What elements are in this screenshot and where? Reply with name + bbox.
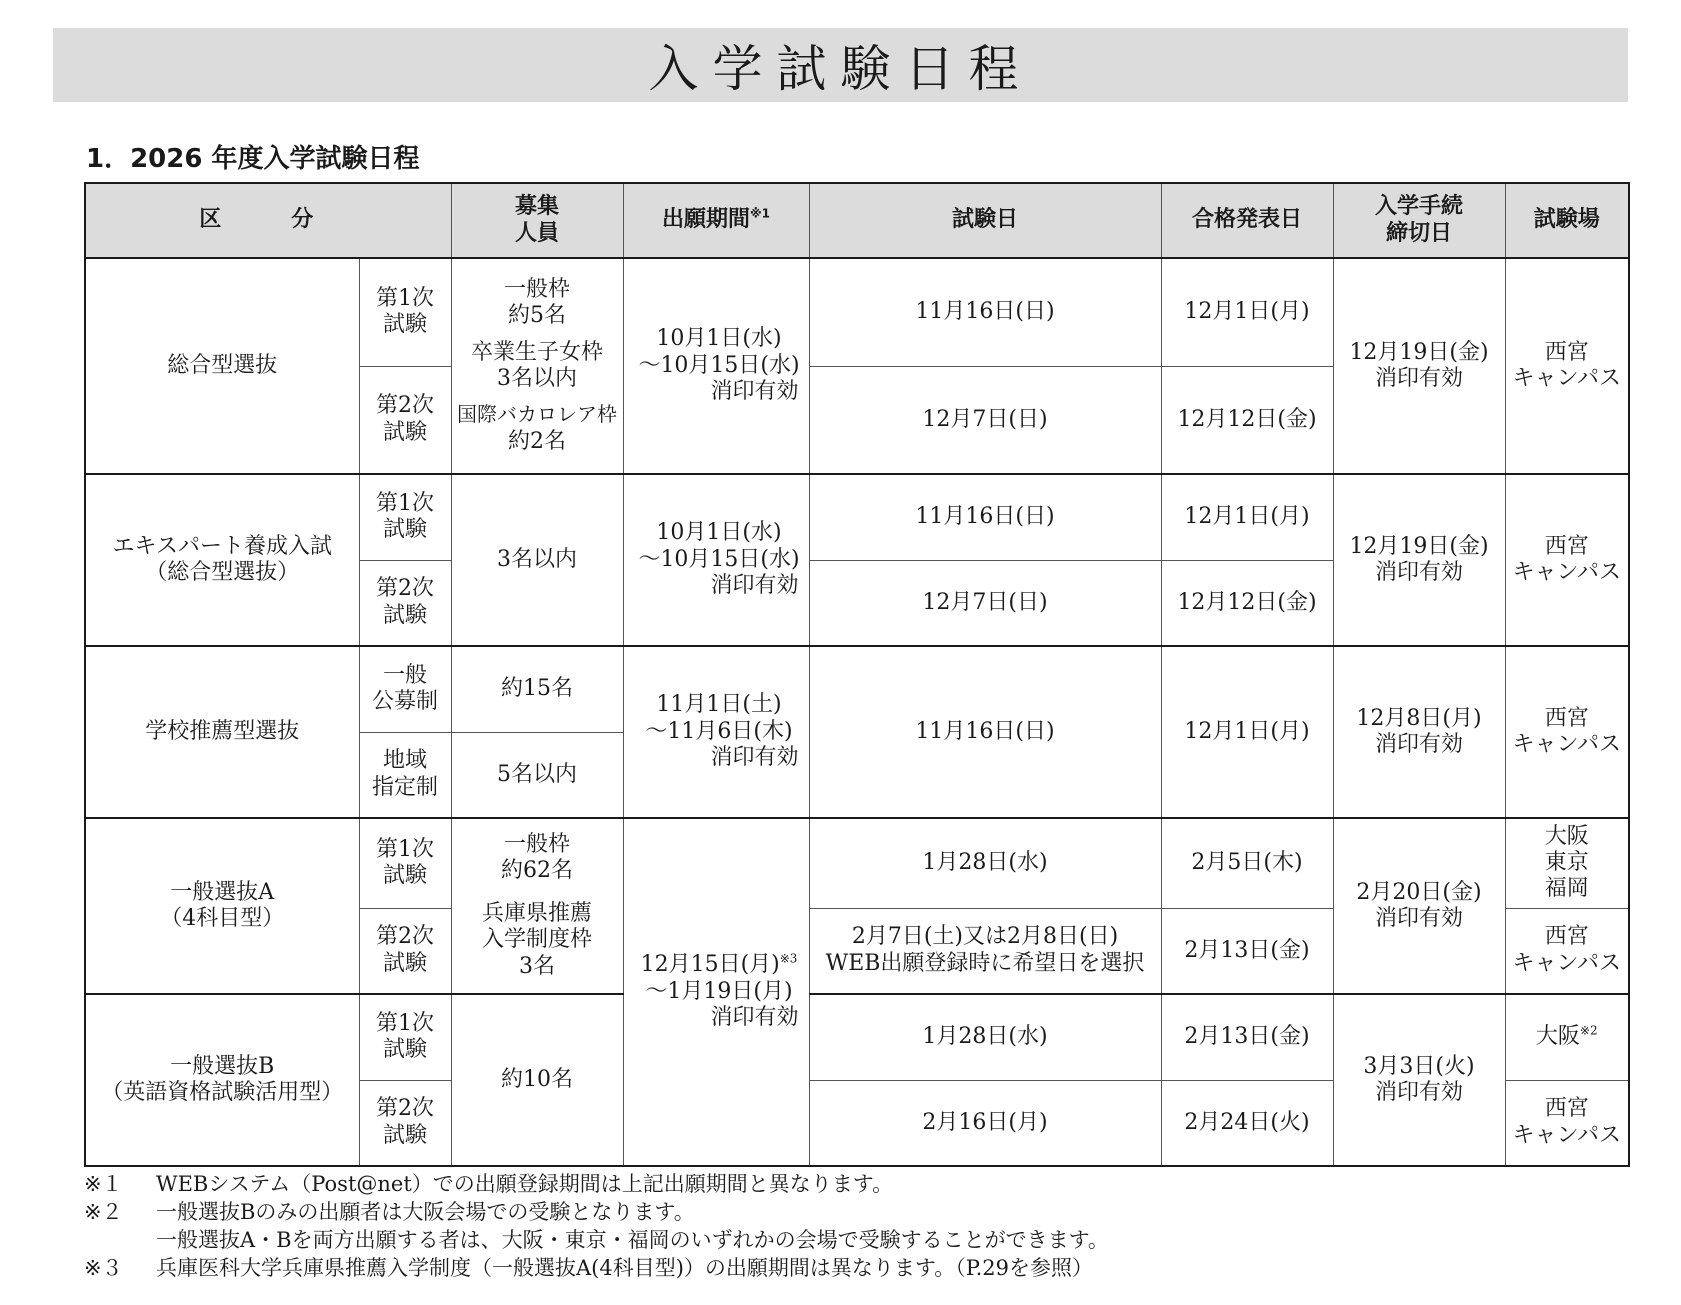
section-heading: 1．2026 年度入学試験日程 — [86, 144, 420, 174]
header-procedure — [1333, 183, 1505, 258]
stage-cell — [359, 560, 451, 646]
stage-cell — [359, 258, 451, 366]
venue-text: キャンパス — [1512, 732, 1621, 757]
exam-date: 1月28日(水) — [809, 994, 1161, 1080]
table-row — [85, 258, 1629, 366]
period-start: 11月1日(土) — [656, 692, 782, 718]
category-text: エキスパート養成入試 — [112, 533, 333, 559]
footnote-mark: ※３ — [84, 1256, 123, 1280]
period-end: ～10月15日(水) — [638, 352, 800, 378]
recruit-text: 約62名 — [501, 858, 574, 884]
deadline-postmark: 消印有効 — [1375, 560, 1464, 585]
recruit-text: 3名以内 — [497, 366, 578, 391]
period-start-line — [632, 952, 807, 978]
exam-date: 2月16日(月) — [809, 1080, 1161, 1166]
table-row — [85, 474, 1629, 560]
period-postmark: 消印有効 — [710, 1005, 799, 1031]
period-start: 10月1日(水) — [656, 326, 782, 352]
period-start: 10月1日(水) — [656, 520, 782, 546]
header-procedure-line2: 締切日 — [1386, 220, 1453, 246]
stage-label: 試験 — [383, 1037, 428, 1063]
period-end: ～11月6日(木) — [645, 718, 793, 744]
stage-label: 第1次 — [376, 1010, 434, 1036]
deadline-postmark: 消印有効 — [1375, 1080, 1464, 1105]
category-text: （英語資格試験活用型） — [101, 1080, 344, 1105]
header-row — [85, 183, 1629, 258]
footnote-3 — [84, 1254, 1624, 1282]
venue-text: 西宮 — [1544, 533, 1589, 559]
exam-date: 11月16日(日) — [809, 646, 1161, 818]
footnote-1 — [84, 1170, 1624, 1198]
stage-label: 第1次 — [376, 285, 434, 311]
stage-cell — [359, 908, 451, 994]
period-postmark: 消印有効 — [710, 573, 799, 599]
stage-label: 指定制 — [372, 774, 439, 800]
exam-date: 11月16日(日) — [809, 258, 1161, 366]
venue-text: 西宮 — [1544, 705, 1589, 731]
recruit-text: 約5名 — [508, 303, 567, 329]
category-expert — [85, 474, 359, 646]
result-date: 12月1日(月) — [1161, 474, 1333, 560]
exam-date-genA-2 — [809, 908, 1161, 994]
header-procedure-line1: 入学手続 — [1375, 194, 1464, 220]
period-school — [623, 646, 809, 818]
category-text: （総合型選抜） — [145, 560, 300, 585]
venue-genA-2 — [1505, 908, 1629, 994]
result-date: 12月12日(金) — [1161, 560, 1333, 646]
header-kubun: 区 分 — [85, 183, 451, 258]
venue-text: キャンパス — [1512, 560, 1621, 585]
recruit-genB: 約10名 — [451, 994, 623, 1166]
exam-date-text: WEB出願登録時に希望日を選択 — [825, 950, 1145, 976]
result-date: 2月5日(木) — [1161, 818, 1333, 908]
deadline-genB — [1333, 994, 1505, 1166]
stage-cell — [359, 366, 451, 474]
footnotes — [84, 1170, 1624, 1282]
category-genB — [85, 994, 359, 1166]
category-text: 一般選抜B — [170, 1053, 275, 1079]
header-period-label: 出願期間 — [662, 207, 751, 233]
period-postmark: 消印有効 — [710, 379, 799, 405]
footnote-mark: ※１ — [84, 1172, 123, 1196]
period-general — [623, 818, 809, 1166]
venue-sogo — [1505, 258, 1629, 474]
stage-label: 第1次 — [376, 836, 434, 862]
header-venue: 試験場 — [1505, 183, 1629, 258]
deadline-postmark: 消印有効 — [1375, 732, 1464, 757]
table-row — [85, 994, 1629, 1080]
stage-label: 試験 — [383, 312, 428, 338]
exam-date-text: 2月7日(土)又は2月8日(日) — [851, 924, 1119, 950]
venue-text: キャンパス — [1512, 366, 1621, 391]
exam-date: 1月28日(水) — [809, 818, 1161, 908]
recruit-text: 兵庫県推薦 — [482, 900, 593, 926]
result-date: 2月13日(金) — [1161, 908, 1333, 994]
recruit-text: 3名 — [519, 953, 556, 979]
recruit-text: 約2名 — [508, 428, 567, 454]
venue-text: 大阪 — [1544, 823, 1589, 849]
stage-cell — [359, 994, 451, 1080]
recruit-text: 国際バカロレア枠 — [457, 402, 618, 427]
venue-text: 西宮 — [1544, 339, 1589, 365]
stage-label: 第2次 — [376, 393, 434, 419]
venue-school — [1505, 646, 1629, 818]
stage-label: 試験 — [383, 517, 428, 543]
stage-label: 試験 — [383, 863, 428, 889]
period-sogo — [623, 258, 809, 474]
venue-text: 福岡 — [1544, 876, 1589, 902]
venue-text: キャンパス — [1512, 1122, 1621, 1148]
stage-cell — [359, 732, 451, 818]
category-genA — [85, 818, 359, 994]
deadline-school — [1333, 646, 1505, 818]
venue-expert — [1505, 474, 1629, 646]
category-text: 一般選抜A — [170, 879, 275, 905]
venue-genA-1 — [1505, 818, 1629, 908]
result-date: 12月12日(金) — [1161, 366, 1333, 474]
period-start: 12月15日(月) — [640, 952, 780, 978]
category-text: （4科目型） — [160, 906, 285, 931]
stage-label: 第1次 — [376, 490, 434, 516]
stage-label: 第2次 — [376, 1096, 434, 1122]
stage-label: 一般 — [383, 662, 428, 688]
stage-cell — [359, 818, 451, 908]
footnote-text: 一般選抜Bのみの出願者は大阪会場での受験となります。 — [156, 1200, 695, 1224]
exam-date: 12月7日(日) — [809, 366, 1161, 474]
footnote-text: WEBシステム（Post@net）での出願登録期間は上記出願期間と異なります。 — [156, 1172, 894, 1196]
stage-cell — [359, 646, 451, 732]
header-exam-day: 試験日 — [809, 183, 1161, 258]
footnote-2-continued: 一般選抜A・Bを両方出願する者は、大阪・東京・福岡のいずれかの会場で受験することができます。 — [156, 1228, 1109, 1252]
stage-label: 試験 — [383, 419, 428, 445]
venue-text: キャンパス — [1512, 950, 1621, 976]
venue-text: 西宮 — [1544, 924, 1589, 950]
header-recruit-line1: 募集 — [515, 194, 560, 220]
stage-label: 試験 — [383, 950, 428, 976]
recruit-sogo — [451, 258, 623, 474]
stage-label: 第2次 — [376, 924, 434, 950]
footnote-text: 兵庫医科大学兵庫県推薦入学制度（一般選抜A(4科目型)）の出願期間は異なります。（P.29を参照） — [156, 1256, 1093, 1280]
recruit-text: 卒業生子女枠 — [471, 339, 604, 365]
period-postmark: 消印有効 — [710, 745, 799, 771]
schedule-table — [84, 182, 1630, 1167]
category-sogo: 総合型選抜 — [85, 258, 359, 474]
deadline-genA — [1333, 818, 1505, 994]
result-date: 2月24日(火) — [1161, 1080, 1333, 1166]
header-recruit-line2: 人員 — [515, 220, 560, 246]
venue-genB-2 — [1505, 1080, 1629, 1166]
venue-text: 西宮 — [1544, 1096, 1589, 1122]
table-row — [85, 818, 1629, 908]
recruit-text: 一般枠 — [504, 832, 571, 858]
recruit-genA — [451, 818, 623, 994]
recruit-school-1: 約15名 — [451, 646, 623, 732]
header-result-day: 合格発表日 — [1161, 183, 1333, 258]
result-date: 2月13日(金) — [1161, 994, 1333, 1080]
stage-label: 地域 — [383, 748, 428, 774]
venue-text: 東京 — [1544, 850, 1589, 876]
deadline-postmark: 消印有効 — [1375, 366, 1464, 391]
deadline-date: 3月3日(火) — [1363, 1053, 1475, 1079]
header-recruit — [451, 183, 623, 258]
stage-cell — [359, 1080, 451, 1166]
venue-note: ※2 — [1579, 1023, 1598, 1038]
category-school: 学校推薦型選抜 — [85, 646, 359, 818]
deadline-expert — [1333, 474, 1505, 646]
stage-label: 試験 — [383, 1122, 428, 1148]
deadline-postmark: 消印有効 — [1375, 906, 1464, 931]
result-date: 12月1日(月) — [1161, 258, 1333, 366]
recruit-text: 入学制度枠 — [482, 927, 593, 953]
stage-label: 第2次 — [376, 576, 434, 602]
footnote-2 — [84, 1198, 1624, 1226]
period-end: ～10月15日(水) — [638, 546, 800, 572]
venue-genB-1 — [1505, 994, 1629, 1080]
page-title: 入学試験日程 — [648, 40, 1033, 98]
exam-date: 11月16日(日) — [809, 474, 1161, 560]
stage-label: 試験 — [383, 602, 428, 628]
deadline-date: 12月19日(金) — [1349, 533, 1489, 559]
deadline-date: 12月19日(金) — [1349, 339, 1489, 365]
title-banner — [53, 28, 1628, 102]
stage-cell — [359, 474, 451, 560]
stage-label: 公募制 — [372, 689, 439, 715]
period-end: ～1月19日(月) — [645, 978, 793, 1004]
header-period-note: ※1 — [750, 206, 771, 221]
table-row — [85, 646, 1629, 732]
exam-date: 12月7日(日) — [809, 560, 1161, 646]
footnote-mark: ※２ — [84, 1200, 123, 1224]
period-expert — [623, 474, 809, 646]
deadline-date: 2月20日(金) — [1356, 879, 1482, 905]
venue-text: 大阪 — [1535, 1024, 1580, 1050]
recruit-text: 一般枠 — [504, 276, 571, 302]
recruit-school-2: 5名以内 — [451, 732, 623, 818]
header-period — [623, 183, 809, 258]
recruit-expert: 3名以内 — [451, 474, 623, 646]
period-note: ※3 — [779, 952, 798, 967]
deadline-date: 12月8日(月) — [1356, 705, 1482, 731]
result-date: 12月1日(月) — [1161, 646, 1333, 818]
deadline-sogo — [1333, 258, 1505, 474]
